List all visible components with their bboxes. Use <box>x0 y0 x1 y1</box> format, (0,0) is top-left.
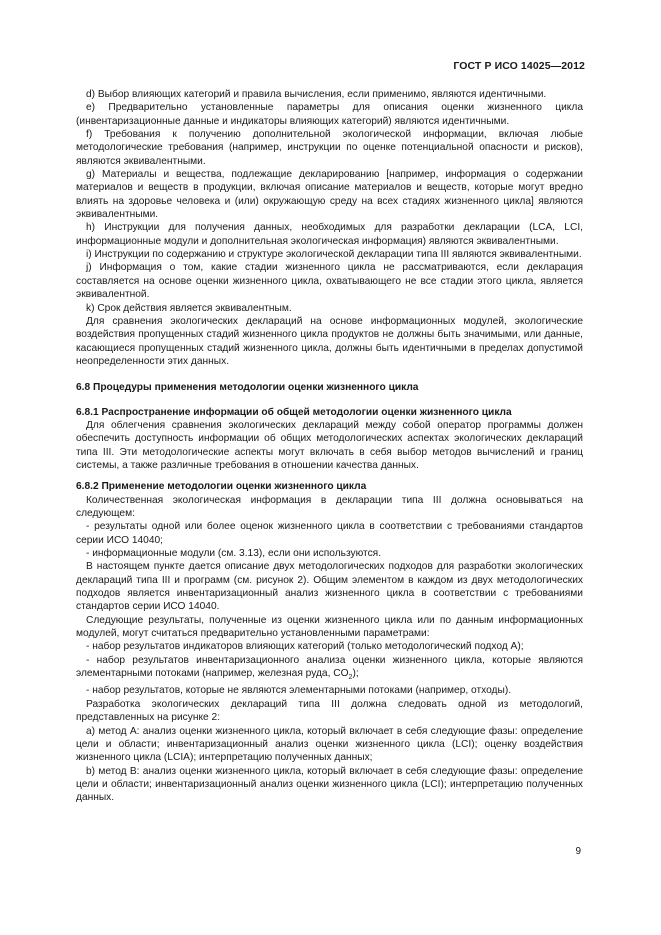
item-f: f) Требования к получению дополнительной экологической информации, включая любые методологические требования (например, инструкции по оценке потенциальной опасности и рисков), являются эквивалентными. <box>76 129 583 167</box>
list-item-lca-results: - результаты одной или более оценок жизненного цикла в соответствии с требованиями стандартов серии ИСО 14040; <box>76 521 583 546</box>
list-item-non-elementary: - набор результатов, которые не являются элементарными потоками (например, отходы). <box>86 685 512 697</box>
section-heading-6-8-1: 6.8.1 Распространение информации об общей методологии оценки жизненного цикла <box>76 406 512 418</box>
list-item-method-a: a) метод А: анализ оценки жизненного цикла, который включает в себя следующие фазы: определение цели и области; инвентаризационный анализ оценки жизненного цикла (LCI); оценку воздействия жизненного цикла (LCIA); интерпретацию полученных данных; <box>76 725 583 764</box>
item-h: h) Инструкции для получения данных, необходимых для разработки декларации (LCA, LCI, информационные модули и дополнительная экологическая информация) являются эквивалентными. <box>76 222 583 247</box>
item-j: j) Информация о том, какие стадии жизненного цикла не рассматриваются, если декларация составляется на основе оценки жизненного цикла, охватывающего не все стадии этого цикла, является эквивалентной. <box>76 262 583 301</box>
paragraph-results: Следующие результаты, полученные из оценки жизненного цикла или по данным информационных модулей, могут считаться предварительно установленными параметрами: <box>76 614 583 640</box>
section-heading-6-8-2: 6.8.2 Применение методологии оценки жизненного цикла <box>76 481 367 493</box>
item-k: k) Срок действия является эквивалентным. <box>86 302 292 314</box>
paragraph-comparison: Для сравнения экологических деклараций на основе информационных модулей, экологические воздействия пропущенных стадий жизненного цикла продуктов не должны быть значимыми, или данные, касающиеся пропущенных стадий жизненного цикла, должны быть идентичными в пределах допустимой неопределенности этих данных. <box>76 315 583 367</box>
section-heading-6-8: 6.8 Процедуры применения методологии оценки жизненного цикла <box>76 382 419 394</box>
page-number: 9 <box>575 846 581 857</box>
list-item-method-b: b) метод В: анализ оценки жизненного цикла, который включает в себя следующие фазы: определение цели и области; инвентаризационный анализ оценки жизненного цикла (LCI); интерпретацию полученных данных. <box>76 765 583 804</box>
item-i: i) Инструкции по содержанию и структуре экологической декларации типа III являются эквивалентными. <box>86 249 582 261</box>
paragraph-6-8-2-intro: Количественная экологическая информация в декларации типа III должна основываться на следующем: <box>76 494 583 519</box>
list-item-indicators: - набор результатов индикаторов влияющих категорий (только методологический подход А); <box>86 641 524 653</box>
item-e: e) Предварительно установленные параметры для описания оценки жизненного цикла (инвентаризационные данные и индикаторы влияющих категорий) являются идентичными. <box>76 102 583 127</box>
list-item-elementary-flows: - набор результатов инвентаризационного анализа оценки жизненного цикла, которые являются элементарными потоками (например, железная руда, $CO_2$); <box>76 654 583 682</box>
document-body <box>76 88 583 805</box>
paragraph-6-8-1: Для облегчения сравнения экологических деклараций между собой оператор программы должен обеспечить доступность информации об общих методологических аспектах экологических деклараций типа III. Эти методологические аспекты могут включать в себя выбор методов вычислений и границ системы, а также различные требования в отношении качества данных. <box>76 419 583 471</box>
list-item-info-modules: - информационные модули (см. 3.13), если они используются. <box>86 548 382 559</box>
item-d: d) Выбор влияющих категорий и правила вычисления, если применимо, являются идентичными. <box>86 89 547 100</box>
item-g: g) Материалы и вещества, подлежащие декларированию [например, информация о содержании материалов и веществ в продукции, включая описание материалов и веществ, которые могут вредно влиять на здоровье человека и (или) окружающую среду на всех стадиях жизненного цикла] являются эквивалентными. <box>76 169 583 221</box>
document-header: ГОСТ Р ИСО 14025—2012 <box>453 60 585 72</box>
paragraph-approaches: В настоящем пункте дается описание двух методологических подходов для разработки экологических деклараций типа III и программ (см. рисунок 2). Общим элементом в каждом из двух методологических подходов является инвентаризационный анализ жизненного цикла в соответствии с требованиями стандартов серии ИСО 14040. <box>76 561 583 613</box>
paragraph-methodologies: Разработка экологических деклараций типа III должна следовать одной из методологий, представленных на рисунке 2: <box>76 698 583 724</box>
